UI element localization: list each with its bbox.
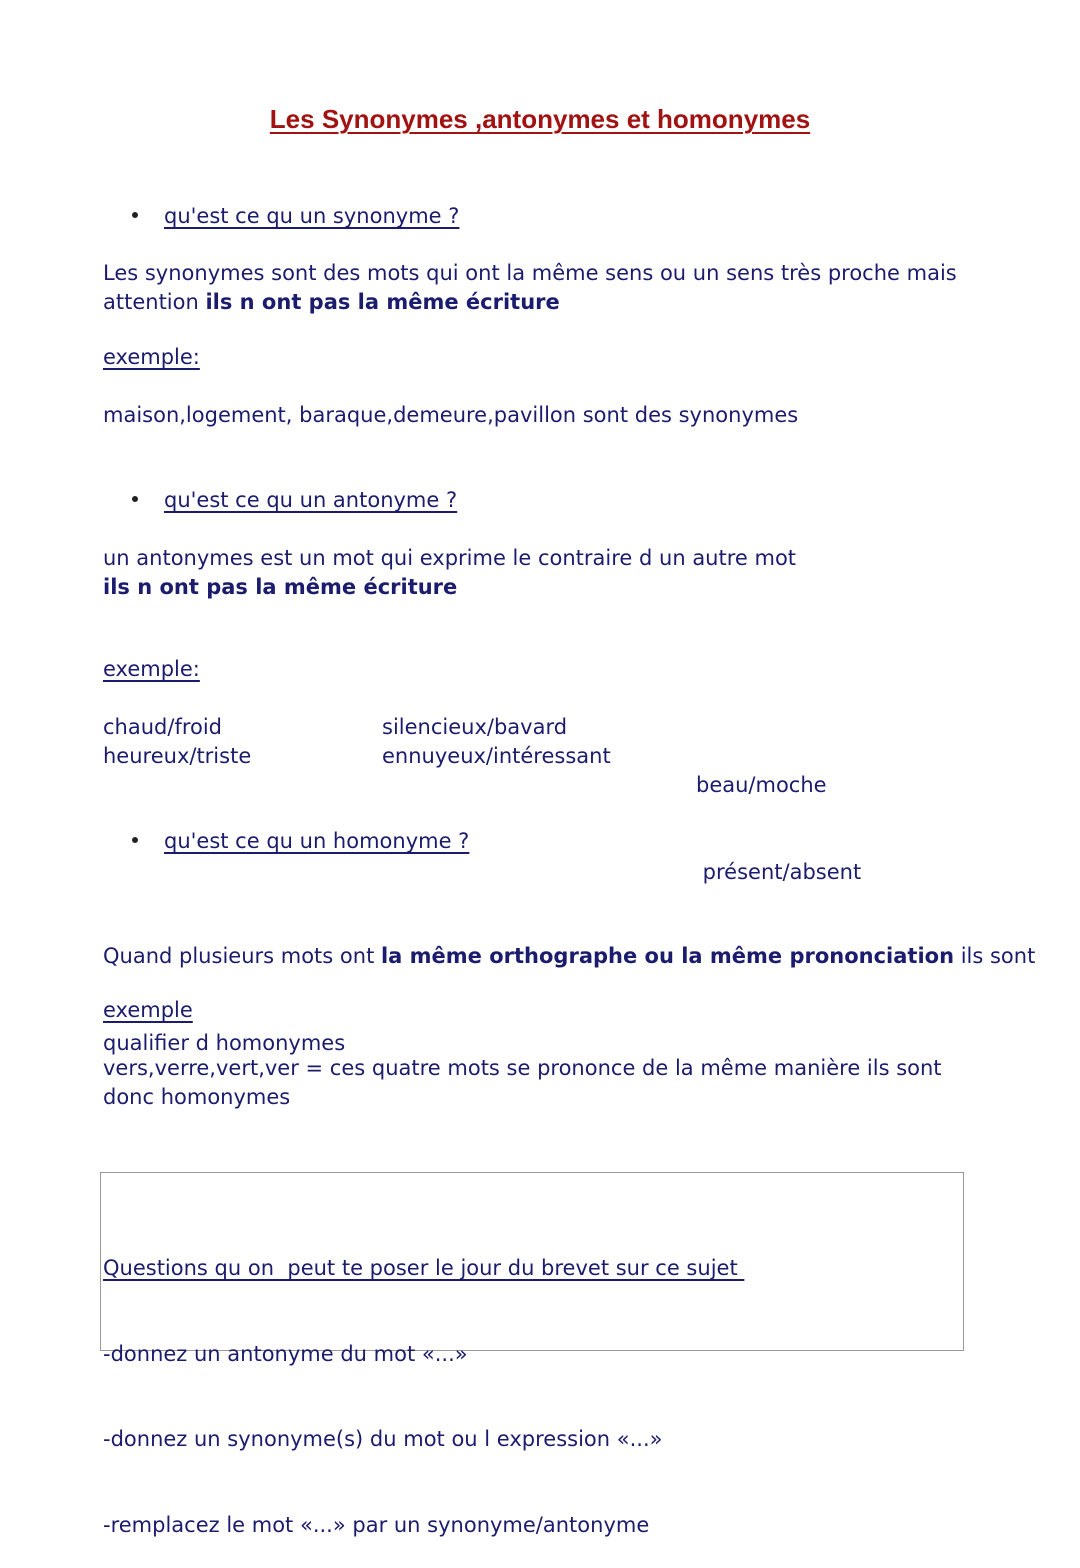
homonyme-example-text [103,1054,942,1112]
brevet-question-item: -donnez un synonyme(s) du mot ou l expression «...» [103,1427,663,1451]
homonyme-example-line1: vers,verre,vert,ver = ces quatre mots se prononce de la même manière ils sont [103,1056,942,1080]
bullet-synonyme [132,204,459,228]
synonyme-definition-line1: Les synonymes sont des mots qui ont la même sens ou un sens très proche mais [103,261,957,285]
homonyme-question: qu'est ce qu un homonyme ? [164,829,470,853]
antonyme-example-item: beau/moche [696,773,827,797]
antonyme-example-item: présent/absent [696,860,862,884]
homonyme-definition-line2: qualifier d homonymes [103,1031,346,1055]
antonyme-examples-col1 [103,713,251,771]
antonyme-example-item: heureux/triste [103,744,252,768]
bullet-icon [132,212,138,218]
antonyme-examples-col2 [382,713,611,771]
page-title: Les Synonymes ,antonymes et homonymes [269,104,811,134]
antonyme-question: qu'est ce qu un antonyme ? [164,488,458,512]
antonyme-definition [103,544,796,602]
homonyme-example-label: exemple [103,998,193,1022]
synonyme-definition-bold: ils n ont pas la même écriture [205,290,560,314]
brevet-questions-title: Questions qu on peut te poser le jour du brevet sur ce sujet [103,1256,745,1280]
homonyme-example-line2: donc homonymes [103,1085,291,1109]
brevet-question-item: -remplacez le mot «...» par un synonyme/antonyme [103,1512,650,1537]
antonyme-example-label: exemple: [103,657,200,681]
homonyme-definition-line1 [103,942,1035,971]
antonyme-definition-line1: un antonymes est un mot qui exprime le contraire d un autre mot [103,546,797,570]
synonyme-example-label: exemple: [103,345,200,369]
synonyme-definition-prefix: attention [103,290,206,314]
bullet-homonyme [132,829,469,853]
bullet-icon [132,837,138,843]
brevet-questions-content [103,1197,744,1568]
brevet-question-item: -donnez un antonyme du mot «...» [103,1341,468,1366]
bullet-antonyme [132,488,457,512]
synonyme-example-text: maison,logement, baraque,demeure,pavillon sont des synonymes [103,403,799,427]
antonyme-example-item: chaud/froid [103,715,223,739]
antonyme-definition-bold: ils n ont pas la même écriture [103,575,458,599]
antonyme-definition-line2 [103,573,796,602]
synonyme-definition [103,259,957,317]
homonyme-definition-suffix: ils sont [954,944,1036,968]
homonyme-definition-prefix: Quand plusieurs mots ont [103,944,381,968]
bullet-icon [132,496,138,502]
synonyme-definition-line2 [103,288,957,317]
antonyme-example-item: silencieux/bavard [382,715,568,739]
synonyme-question: qu'est ce qu un synonyme ? [164,204,460,228]
homonyme-definition-bold: la même orthographe ou la même prononciation [380,944,955,968]
antonyme-example-item: ennuyeux/intéressant [382,744,611,768]
